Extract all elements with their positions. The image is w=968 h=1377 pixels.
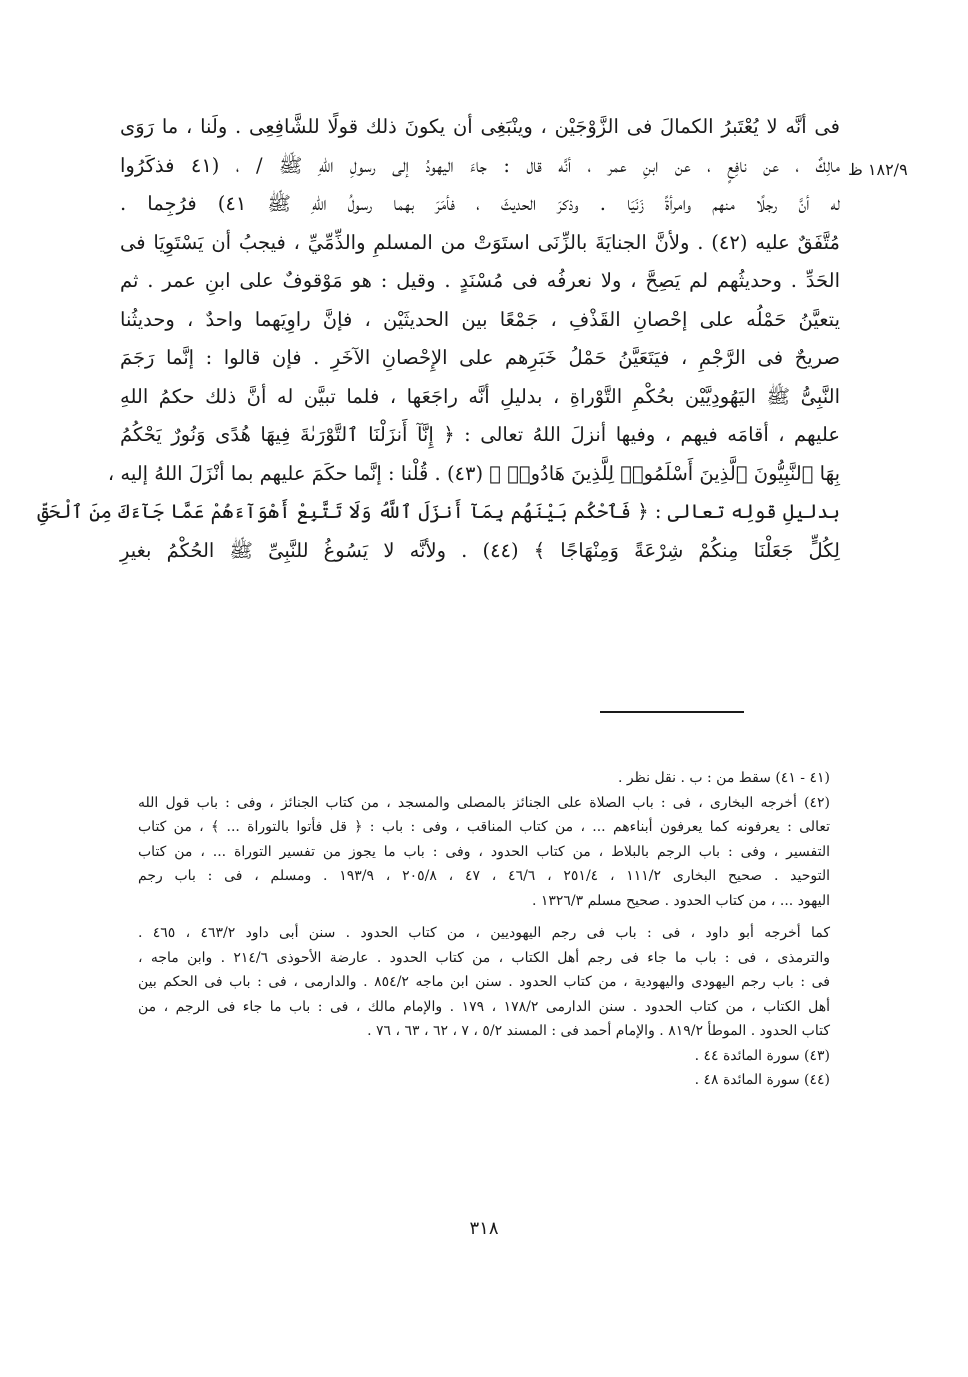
main-text-line: مُتَّفَقٌ عليه (٤٢) . ولأنَّ الجنايَةَ بالزِّنَى استَوَتْ من المسلمِ والذِّمِّيِّ ، فيجبُ أن يَسْتَوِيَا فى [120, 230, 841, 254]
page-number: ٣١٨ [469, 1218, 499, 1239]
footnote-line: (٤٢) أخرجه البخارى ، فى : باب الصلاة على الجنائز بالمصلى والمسجد ، من كتاب الجنائز ، وفى : باب قول الله [138, 794, 830, 811]
footnote-separator [600, 711, 744, 713]
footnote-line: التفسير ، وفى : باب الرجم بالبلاط ، من كتاب الحدود ، وفى : باب ما يجوز من تفسير التوراة ... ، من كتاب [138, 843, 830, 860]
main-text-line: له أنَّ رجلًا منهم وامرأةً زَنَيَا . وذكرَ الحديثَ ، فأمَرَ بهما رسولُ اللهِ ﷺ ٤١) فرُجِما . [120, 192, 841, 215]
main-text-block [37, 108, 841, 570]
footnote-line: تعالى : يعرفونه كما يعرفون أبناءهم ... ، من كتاب المناقب ، وفى : باب : ﴿ قل فأتوا بالتوراة ... ﴾ ، من كتاب [138, 819, 830, 835]
footnote-line: اليهود ... ، من كتاب الحدود . صحيح مسلم ١٣٢٦/٣ . [531, 892, 830, 909]
main-text-line: مالِكٌ ، عن نافِعٍ ، عن ابنِ عمر ، أنَّه قال : جاءَ اليهودُ إلى رسولِ اللهِ ﷺ / ، (٤١ فذكَرُوا [120, 153, 840, 177]
footnote-line: كما أخرجه أبو داود ، فى : باب فى رجم اليهوديين ، من كتاب الحدود . سنن أبى داود ٤٦٣/٢ ، ٤٦٥ . [138, 925, 831, 941]
main-text-line: عليهم ، أقامَه فيهم ، وفيها أنزلَ اللهُ تعالى : ﴿ إِنَّآ أَنزَلْنَا ٱلتَّوْرَىٰةَ فِيهَا هُدًى وَنُورٌ يَحْكُمُ [120, 423, 840, 446]
footnote-line: كتاب الحدود . الموطأ ٨١٩/٢ . والإمام أحمد فى : المسند ٥/٢ ، ٧ ، ٦٢ ، ٦٣ ، ٧٦ . [367, 1023, 830, 1039]
main-text-line: بدليلِ قولِه تعالى : ﴿ فَٱحْكُم بَيْنَهُم بِمَآ أَنزَلَ ٱللَّهُ وَلَا تَتَّبِعْ أَهْوَآءَهُمْ عَمَّا جَآءَكَ مِنَ ٱلْحَقِّ [37, 500, 840, 523]
main-text-line: يتعيَّنُ حَمْلُه على إحْصانِ القَذْفِ ، جَمْعًا بين الحديثَيْن ، فإنَّ راوِيَهما واحدٌ ، وحديثُنا [120, 307, 840, 331]
main-text-line: الحَدِّ . وحديثُهم لم يَصِحَّ ، ولا نعرفُه فى مُسْنَدٍ . وقيل : هو مَوْقوفٌ على ابنِ عمر . ثم [120, 269, 840, 292]
margin-manuscript-reference: ١٨٢/٩ ظ [848, 160, 908, 179]
main-text-line: لِكُلٍّ جَعَلْنَا مِنكُمْ شِرْعَةً وَمِنْهَاجًا ﴾ (٤٤) . ولأنَّه لا يَسُوغُ للنَّبِىِّ ﷺ الحُكْمُ بغيرِ [120, 538, 840, 562]
main-text-line: بِهَا ٱلنَّبِيُّونَ ٱلَّذِينَ أَسْلَمُوا۟ لِلَّذِينَ هَادُوا۟ ﴾ (٤٣) . قُلْنا : إنَّما حكَمَ عليهم بما أنْزَلَ اللهُ إليه ، [107, 461, 840, 485]
main-text-line: صريحٌ فى الرَّجْمِ ، فيَتَعَيَّنُ حَمْلُ خَبَرِهم على الإِحْصانِ الآخَرِ . فإن قالوا : إنَّما رَجَمَ [120, 346, 840, 369]
footnote-line: والترمذى ، فى : باب ما جاء فى رجم أهل الكتاب ، من كتاب الحدود . عارضة الأحوذى ٢١٤/٦ . وابن ماجه ، [138, 949, 830, 966]
footnote-line: (٤٣) سورة المائدة ٤٤ . [694, 1047, 830, 1064]
footnotes-block [138, 766, 830, 1093]
main-text-line: فى أنَّه لا يُعْتَبرُ الكمالَ فى الزَّوْجَيْن ، وينْبَغِى أن يكونَ ذلك قولًا للشَّافِعِى . ولَنا ، ما رَوَى [120, 115, 840, 138]
footnote-line: (٤١ - ٤١) سقط من : ب . نقل نظر . [617, 770, 830, 786]
footnote-line: (٤٤) سورة المائدة ٤٨ . [694, 1072, 830, 1088]
main-text-line: النَّبِىُّ ﷺ اليَهُودِيَّيْن بحُكْمِ التَّوْراةِ ، بدليلِ أنَّه راجَعَها ، فلما تبيَّن له أنَّ ذلك حكمُ اللهِ [120, 384, 840, 408]
footnote-line: فى : باب رجم اليهودى واليهودية ، من كتاب الحدود . سنن ابن ماجه ٨٥٤/٢ . والدارمى ، فى : باب فى الحكم بين [138, 974, 831, 990]
footnote-line: أهل الكتاب ، من كتاب الحدود . سنن الدارمى ١٧٨/٢ ، ١٧٩ . والإمام مالك ، فى : باب ما جاء فى الرجم ، من [138, 998, 831, 1015]
footnote-line: التوحيد . صحيح البخارى ١١١/٢ ، ٢٥١/٤ ، ٤٦/٦ ، ٤٧ ، ٢٠٥/٨ ، ١٩٣/٩ . ومسلم ، فى : باب رجم [138, 868, 831, 884]
